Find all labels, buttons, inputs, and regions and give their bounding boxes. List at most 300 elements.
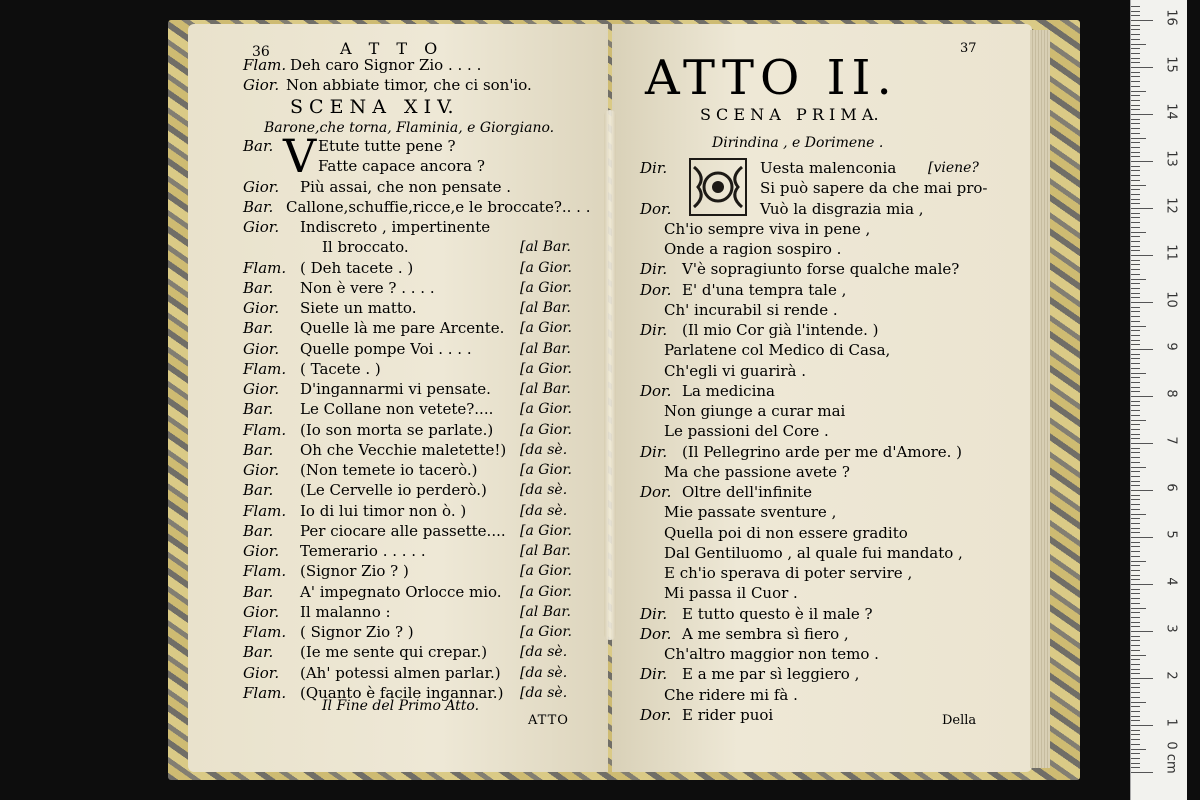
ruler-tick xyxy=(1131,311,1140,312)
ruler-tick xyxy=(1131,349,1153,350)
dialogue-line: (Ah' potessi almen parlar.) xyxy=(300,664,501,682)
dialogue-line: Mie passate sventure , xyxy=(664,503,837,521)
speaker: Bar. xyxy=(243,279,274,297)
ruler-tick xyxy=(1131,39,1140,40)
left-page-number: 36 xyxy=(252,44,270,60)
dialogue-line: Ch'io sempre viva in pene , xyxy=(664,220,871,238)
dialogue-line: A' impegnato Orlocce mio. xyxy=(300,583,502,601)
ruler-tick xyxy=(1131,138,1146,139)
ruler-tick xyxy=(1131,34,1140,35)
ruler-tick xyxy=(1131,561,1146,562)
ruler-tick xyxy=(1131,283,1140,284)
ruler-tick xyxy=(1131,659,1140,660)
ruler-label: 6 xyxy=(1163,483,1179,492)
speaker: Gior. xyxy=(243,461,280,479)
ruler-tick xyxy=(1131,250,1140,251)
stage-direction: [al Bar. xyxy=(520,381,571,397)
speaker: Bar. xyxy=(243,319,274,337)
right-page-number: 37 xyxy=(960,41,977,56)
ruler-tick xyxy=(1131,683,1140,684)
ruler-tick xyxy=(1131,772,1153,773)
ruler-tick xyxy=(1131,128,1140,129)
dialogue-line: A me sembra sì fiero , xyxy=(682,625,849,643)
ruler-tick xyxy=(1131,565,1140,566)
scene-title: S C E N A X I V. xyxy=(290,96,454,118)
dialogue-line: (Il mio Cor già l'intende. ) xyxy=(682,321,879,339)
stage-direction: [da sè. xyxy=(520,685,568,701)
speaker: Flam. xyxy=(243,623,287,641)
dialogue-line: V'è sopragiunto forse qualche male? xyxy=(682,260,960,278)
ruler-tick xyxy=(1131,542,1140,543)
ruler-tick xyxy=(1131,123,1140,124)
speaker: Bar. xyxy=(243,583,274,601)
ruler-label: 10 xyxy=(1163,291,1179,308)
ruler-tick xyxy=(1131,711,1140,712)
stage-direction: [al Bar. xyxy=(520,300,571,316)
ruler-tick xyxy=(1131,739,1140,740)
ruler-tick xyxy=(1131,640,1140,641)
ruler-tick xyxy=(1131,725,1153,726)
ruler-tick xyxy=(1131,692,1140,693)
ruler-tick xyxy=(1131,340,1140,341)
speaker: Flam. xyxy=(243,684,287,702)
ruler-tick xyxy=(1131,152,1140,153)
speaker: Dir. xyxy=(640,260,668,278)
ruler-tick xyxy=(1131,321,1140,322)
ruler-tick xyxy=(1131,424,1140,425)
ruler-tick xyxy=(1131,405,1140,406)
ruler-tick xyxy=(1131,471,1140,472)
ruler-tick xyxy=(1131,730,1140,731)
dialogue-line: Non giunge a curar mai xyxy=(664,402,846,420)
ruler-label: 0 cm xyxy=(1163,741,1179,774)
speaker: Gior. xyxy=(243,380,280,398)
dialogue-line: (Ie me sente qui crepar.) xyxy=(300,643,488,661)
speaker: Flam. xyxy=(243,259,287,277)
ruler-tick xyxy=(1131,11,1140,12)
dialogue-line: Quella poi di non essere gradito xyxy=(664,524,908,542)
dialogue-line: Onde a ragion sospiro . xyxy=(664,240,842,258)
ruler-tick xyxy=(1131,645,1140,646)
speaker: Dir. xyxy=(640,443,668,461)
ruler-tick xyxy=(1131,687,1140,688)
ruler-tick xyxy=(1131,485,1140,486)
scene-characters: Barone,che torna, Flaminia, e Giorgiano. xyxy=(264,120,555,136)
ruler-tick xyxy=(1131,29,1140,30)
ruler-tick xyxy=(1131,213,1140,214)
dialogue-line: (Io son morta se parlate.) xyxy=(300,421,494,439)
speaker: Dir. xyxy=(640,605,668,623)
stage-direction: [a Gior. xyxy=(520,584,572,600)
ruler-label: 2 xyxy=(1163,671,1179,680)
ruler-tick xyxy=(1131,76,1140,77)
ruler-tick xyxy=(1131,509,1140,510)
ruler-tick xyxy=(1131,467,1146,468)
ruler-tick xyxy=(1131,330,1140,331)
dialogue-line: Ch' incurabil si rende . xyxy=(664,301,838,319)
speaker: Bar. xyxy=(243,522,274,540)
ruler-tick xyxy=(1131,25,1140,26)
stage-direction: [a Gior. xyxy=(520,624,572,640)
dialogue-line: Deh caro Signor Zio . . . . xyxy=(290,56,482,74)
ruler-tick xyxy=(1131,307,1140,308)
ruler-tick xyxy=(1131,593,1140,594)
dialogue-line: (Il Pellegrino arde per me d'Amore. ) xyxy=(682,443,963,461)
ruler-tick xyxy=(1131,664,1140,665)
ruler-tick xyxy=(1131,133,1140,134)
dialogue-line: Ch'egli vi guarirà . xyxy=(664,362,806,380)
dialogue-line: Si può sapere da che mai pro- xyxy=(760,179,988,197)
ruler-tick xyxy=(1131,579,1140,580)
ruler-tick xyxy=(1131,382,1140,383)
ruler-tick xyxy=(1131,53,1140,54)
ruler-label: 8 xyxy=(1163,389,1179,398)
ruler-tick xyxy=(1131,636,1140,637)
stage-direction: [viene? xyxy=(928,160,979,176)
speaker: Flam. xyxy=(243,421,287,439)
page-edges xyxy=(1030,30,1050,768)
speaker: Gior. xyxy=(243,76,280,94)
ruler-tick xyxy=(1131,631,1153,632)
dialogue-line: La medicina xyxy=(682,382,775,400)
ruler-tick xyxy=(1131,241,1140,242)
ruler-tick xyxy=(1131,622,1140,623)
ruler-tick xyxy=(1131,650,1140,651)
ruler-label: 5 xyxy=(1163,530,1179,539)
ruler-tick xyxy=(1131,232,1146,233)
ruler-tick xyxy=(1131,673,1140,674)
speaker: Bar. xyxy=(243,137,274,155)
ruler-tick xyxy=(1131,363,1140,364)
speaker: Gior. xyxy=(243,340,280,358)
ruler-tick xyxy=(1131,208,1153,209)
ruler-tick xyxy=(1131,720,1140,721)
ruler-tick xyxy=(1131,753,1140,754)
ruler-tick xyxy=(1131,20,1153,21)
ruler-tick xyxy=(1131,344,1140,345)
dialogue-line: Siete un matto. xyxy=(300,299,417,317)
ruler-label: 3 xyxy=(1163,624,1179,633)
ruler-tick xyxy=(1131,199,1140,200)
scene-characters: Dirindina , e Dorimene . xyxy=(712,135,884,151)
ruler-tick xyxy=(1131,678,1153,679)
speaker: Bar. xyxy=(243,198,274,216)
dialogue-line: Temerario . . . . . xyxy=(300,542,426,560)
speaker: Bar. xyxy=(243,481,274,499)
ruler-tick xyxy=(1131,429,1140,430)
ruler-tick xyxy=(1131,236,1140,237)
speaker: Gior. xyxy=(243,178,280,196)
ruler-tick xyxy=(1131,161,1153,162)
ruler-tick xyxy=(1131,194,1140,195)
dialogue-line: Vuò la disgrazia mia , xyxy=(760,200,924,218)
ruler-label: 12 xyxy=(1163,197,1179,214)
speaker: Dor. xyxy=(640,200,672,218)
ruler-tick xyxy=(1131,6,1140,7)
ruler-tick xyxy=(1131,269,1140,270)
ruler-tick xyxy=(1131,297,1140,298)
speaker: Dir. xyxy=(640,159,668,177)
stage-direction: [a Gior. xyxy=(520,260,572,276)
stage-direction: [al Bar. xyxy=(520,543,571,559)
ruler-tick xyxy=(1131,504,1140,505)
ruler-tick xyxy=(1131,44,1146,45)
ruler-tick xyxy=(1131,655,1146,656)
ruler-tick xyxy=(1131,358,1140,359)
ruler-tick xyxy=(1131,264,1140,265)
dialogue-line: (Signor Zio ? ) xyxy=(300,562,409,580)
speaker: Dor. xyxy=(640,706,672,724)
stage-direction: [al Bar. xyxy=(520,341,571,357)
speaker: Gior. xyxy=(243,664,280,682)
speaker: Gior. xyxy=(243,299,280,317)
dialogue-line: Io di lui timor non ò. ) xyxy=(300,502,467,520)
ruler-tick xyxy=(1131,377,1140,378)
ruler-tick xyxy=(1131,556,1140,557)
left-catchword: ATTO xyxy=(528,713,569,728)
ruler-tick xyxy=(1131,716,1140,717)
ruler-tick xyxy=(1131,114,1153,115)
ruler-tick xyxy=(1131,396,1153,397)
speaker: Bar. xyxy=(243,643,274,661)
speaker: Dor. xyxy=(640,483,672,501)
ruler-tick xyxy=(1131,490,1153,491)
ruler-tick xyxy=(1131,575,1140,576)
ruler-tick xyxy=(1131,612,1140,613)
woodcut-ornament-icon xyxy=(688,157,748,217)
ruler-tick xyxy=(1131,514,1146,515)
ruler-tick xyxy=(1131,448,1140,449)
ruler-tick xyxy=(1131,72,1140,73)
scene-title: S C E N A P R I M A. xyxy=(700,105,879,124)
ruler-tick xyxy=(1131,457,1140,458)
ruler-tick xyxy=(1131,274,1140,275)
ruler-tick xyxy=(1131,706,1140,707)
speaker: Dor. xyxy=(640,382,672,400)
ruler-tick xyxy=(1131,523,1140,524)
dialogue-line: Il broccato. xyxy=(322,238,409,256)
ruler-label: 14 xyxy=(1163,103,1179,120)
dialogue-line: Non è vere ? . . . . xyxy=(300,279,435,297)
ruler-tick xyxy=(1131,58,1140,59)
ruler-tick xyxy=(1131,617,1140,618)
dialogue-line: Più assai, che non pensate . xyxy=(300,178,511,196)
right-catchword: Della xyxy=(942,713,977,728)
stage-direction: [al Bar. xyxy=(520,239,571,255)
ruler-tick xyxy=(1131,180,1140,181)
ruler-tick xyxy=(1131,15,1140,16)
stage-direction: [da sè. xyxy=(520,442,568,458)
drop-cap: V xyxy=(283,129,317,183)
ruler-tick xyxy=(1131,734,1140,735)
speaker: Dir. xyxy=(640,665,668,683)
stage-direction: [a Gior. xyxy=(520,280,572,296)
ruler-tick xyxy=(1131,702,1146,703)
measurement-ruler xyxy=(1130,0,1187,800)
stage-direction: [a Gior. xyxy=(520,563,572,579)
dialogue-line: Parlatene col Medico di Casa, xyxy=(664,341,891,359)
dialogue-line: Quelle pompe Voi . . . . xyxy=(300,340,472,358)
ruler-tick xyxy=(1131,603,1140,604)
dialogue-line: Per ciocare alle passette.... xyxy=(300,522,506,540)
dialogue-line: E' d'una tempra tale , xyxy=(682,281,847,299)
ruler-tick xyxy=(1131,189,1140,190)
ruler-label: 4 xyxy=(1163,577,1179,586)
act-title: ATTO II. xyxy=(645,50,898,106)
ruler-tick xyxy=(1131,495,1140,496)
ruler-tick xyxy=(1131,481,1140,482)
dialogue-line: E ch'io sperava di poter servire , xyxy=(664,564,913,582)
dialogue-line: Oltre dell'infinite xyxy=(682,483,812,501)
stage-direction: [al Bar. xyxy=(520,604,571,620)
ruler-tick xyxy=(1131,669,1140,670)
dialogue-line: Le passioni del Core . xyxy=(664,422,829,440)
ruler-tick xyxy=(1131,166,1140,167)
ruler-tick xyxy=(1131,288,1140,289)
ruler-tick xyxy=(1131,532,1140,533)
ruler-tick xyxy=(1131,326,1146,327)
stage-direction: [da sè. xyxy=(520,503,568,519)
ruler-tick xyxy=(1131,105,1140,106)
ruler-tick xyxy=(1131,185,1146,186)
dialogue-line: Ma che passione avete ? xyxy=(664,463,850,481)
speaker: Dor. xyxy=(640,281,672,299)
ruler-tick xyxy=(1131,608,1146,609)
ruler-tick xyxy=(1131,401,1140,402)
stage-direction: [da sè. xyxy=(520,482,568,498)
ruler-label: 15 xyxy=(1163,56,1179,73)
ruler-tick xyxy=(1131,109,1140,110)
speaker: Dir. xyxy=(640,321,668,339)
ruler-tick xyxy=(1131,598,1140,599)
ruler-tick xyxy=(1131,246,1140,247)
speaker: Flam. xyxy=(243,360,287,378)
speaker: Flam. xyxy=(243,502,287,520)
ruler-tick xyxy=(1131,767,1140,768)
dialogue-line: E tutto questo è il male ? xyxy=(682,605,873,623)
ruler-tick xyxy=(1131,119,1140,120)
dialogue-line: D'ingannarmi vi pensate. xyxy=(300,380,491,398)
dialogue-line: Ch'altro maggior non temo . xyxy=(664,645,879,663)
ruler-tick xyxy=(1131,335,1140,336)
ruler-tick xyxy=(1131,518,1140,519)
ruler-tick xyxy=(1131,589,1140,590)
stage-direction: [a Gior. xyxy=(520,462,572,478)
dialogue-line: Che ridere mi fà . xyxy=(664,686,798,704)
ruler-tick xyxy=(1131,142,1140,143)
ruler-tick xyxy=(1131,48,1140,49)
dialogue-line: Etute tutte pene ? xyxy=(318,137,456,155)
speaker: Bar. xyxy=(243,441,274,459)
ruler-tick xyxy=(1131,551,1140,552)
ruler-tick xyxy=(1131,156,1140,157)
ruler-label: 11 xyxy=(1163,244,1179,261)
speaker: Gior. xyxy=(243,542,280,560)
speaker: Flam. xyxy=(243,562,287,580)
dialogue-line: (Le Cervelle io perderò.) xyxy=(300,481,487,499)
ruler-tick xyxy=(1131,434,1140,435)
ruler-tick xyxy=(1131,438,1140,439)
ruler-tick xyxy=(1131,697,1140,698)
ruler-tick xyxy=(1131,443,1153,444)
speaker: Gior. xyxy=(243,603,280,621)
ruler-tick xyxy=(1131,175,1140,176)
ruler-tick xyxy=(1131,217,1140,218)
dialogue-line: Indiscreto , impertinente xyxy=(300,218,491,236)
ruler-label: 13 xyxy=(1163,150,1179,167)
ruler-tick xyxy=(1131,260,1140,261)
ruler-tick xyxy=(1131,391,1140,392)
ruler-tick xyxy=(1131,100,1140,101)
ruler-tick xyxy=(1131,749,1146,750)
ruler-tick xyxy=(1131,528,1140,529)
ruler-tick xyxy=(1131,462,1140,463)
stage-direction: [a Gior. xyxy=(520,422,572,438)
stage-direction: [a Gior. xyxy=(520,401,572,417)
speaker: Flam. xyxy=(243,56,287,74)
ruler-tick xyxy=(1131,744,1140,745)
binding-thread xyxy=(604,110,616,640)
dialogue-line: E a me par sì leggiero , xyxy=(682,665,860,683)
ruler-tick xyxy=(1131,91,1146,92)
ruler-tick xyxy=(1131,67,1153,68)
ruler-tick xyxy=(1131,373,1146,374)
ruler-tick xyxy=(1131,546,1140,547)
ruler-tick xyxy=(1131,170,1140,171)
ruler-tick xyxy=(1131,387,1140,388)
dialogue-line: (Non temete io tacerò.) xyxy=(300,461,478,479)
ruler-tick xyxy=(1131,293,1140,294)
ruler-tick xyxy=(1131,452,1140,453)
ruler-tick xyxy=(1131,758,1140,759)
ruler-tick xyxy=(1131,415,1140,416)
ruler-tick xyxy=(1131,147,1140,148)
ruler-tick xyxy=(1131,476,1140,477)
dialogue-line: Oh che Vecchie maletette!) xyxy=(300,441,507,459)
ruler-tick xyxy=(1131,499,1140,500)
ruler-tick xyxy=(1131,95,1140,96)
ruler-tick xyxy=(1131,81,1140,82)
dialogue-line: Il malanno : xyxy=(300,603,391,621)
end-of-act: Il Fine del Primo Atto. xyxy=(322,698,480,714)
ruler-tick xyxy=(1131,570,1140,571)
ruler-tick xyxy=(1131,227,1140,228)
speaker: Bar. xyxy=(243,400,274,418)
dialogue-line: Uesta malenconia xyxy=(760,159,897,177)
speaker: Dor. xyxy=(640,625,672,643)
dialogue-line: Fatte capace ancora ? xyxy=(318,157,485,175)
stage-direction: [a Gior. xyxy=(520,361,572,377)
ruler-tick xyxy=(1131,410,1140,411)
ruler-tick xyxy=(1131,354,1140,355)
dialogue-line: Callone,schuffie,ricce,e le broccate?.. . . xyxy=(286,198,591,216)
ruler-tick xyxy=(1131,368,1140,369)
ruler-tick xyxy=(1131,316,1140,317)
dialogue-line: ( Deh tacete . ) xyxy=(300,259,414,277)
dialogue-line: ( Signor Zio ? ) xyxy=(300,623,414,641)
ruler-tick xyxy=(1131,203,1140,204)
dialogue-line: Mi passa il Cuor . xyxy=(664,584,798,602)
dialogue-line: Dal Gentiluomo , al quale fui mandato , xyxy=(664,544,963,562)
ruler-tick xyxy=(1131,537,1153,538)
speaker: Gior. xyxy=(243,218,280,236)
dialogue-line: (Quanto è facile ingannar.) xyxy=(300,684,504,702)
ruler-tick xyxy=(1131,302,1153,303)
ruler-tick xyxy=(1131,255,1153,256)
stage-direction: [da sè. xyxy=(520,665,568,681)
ruler-tick xyxy=(1131,279,1146,280)
ruler-tick xyxy=(1131,86,1140,87)
